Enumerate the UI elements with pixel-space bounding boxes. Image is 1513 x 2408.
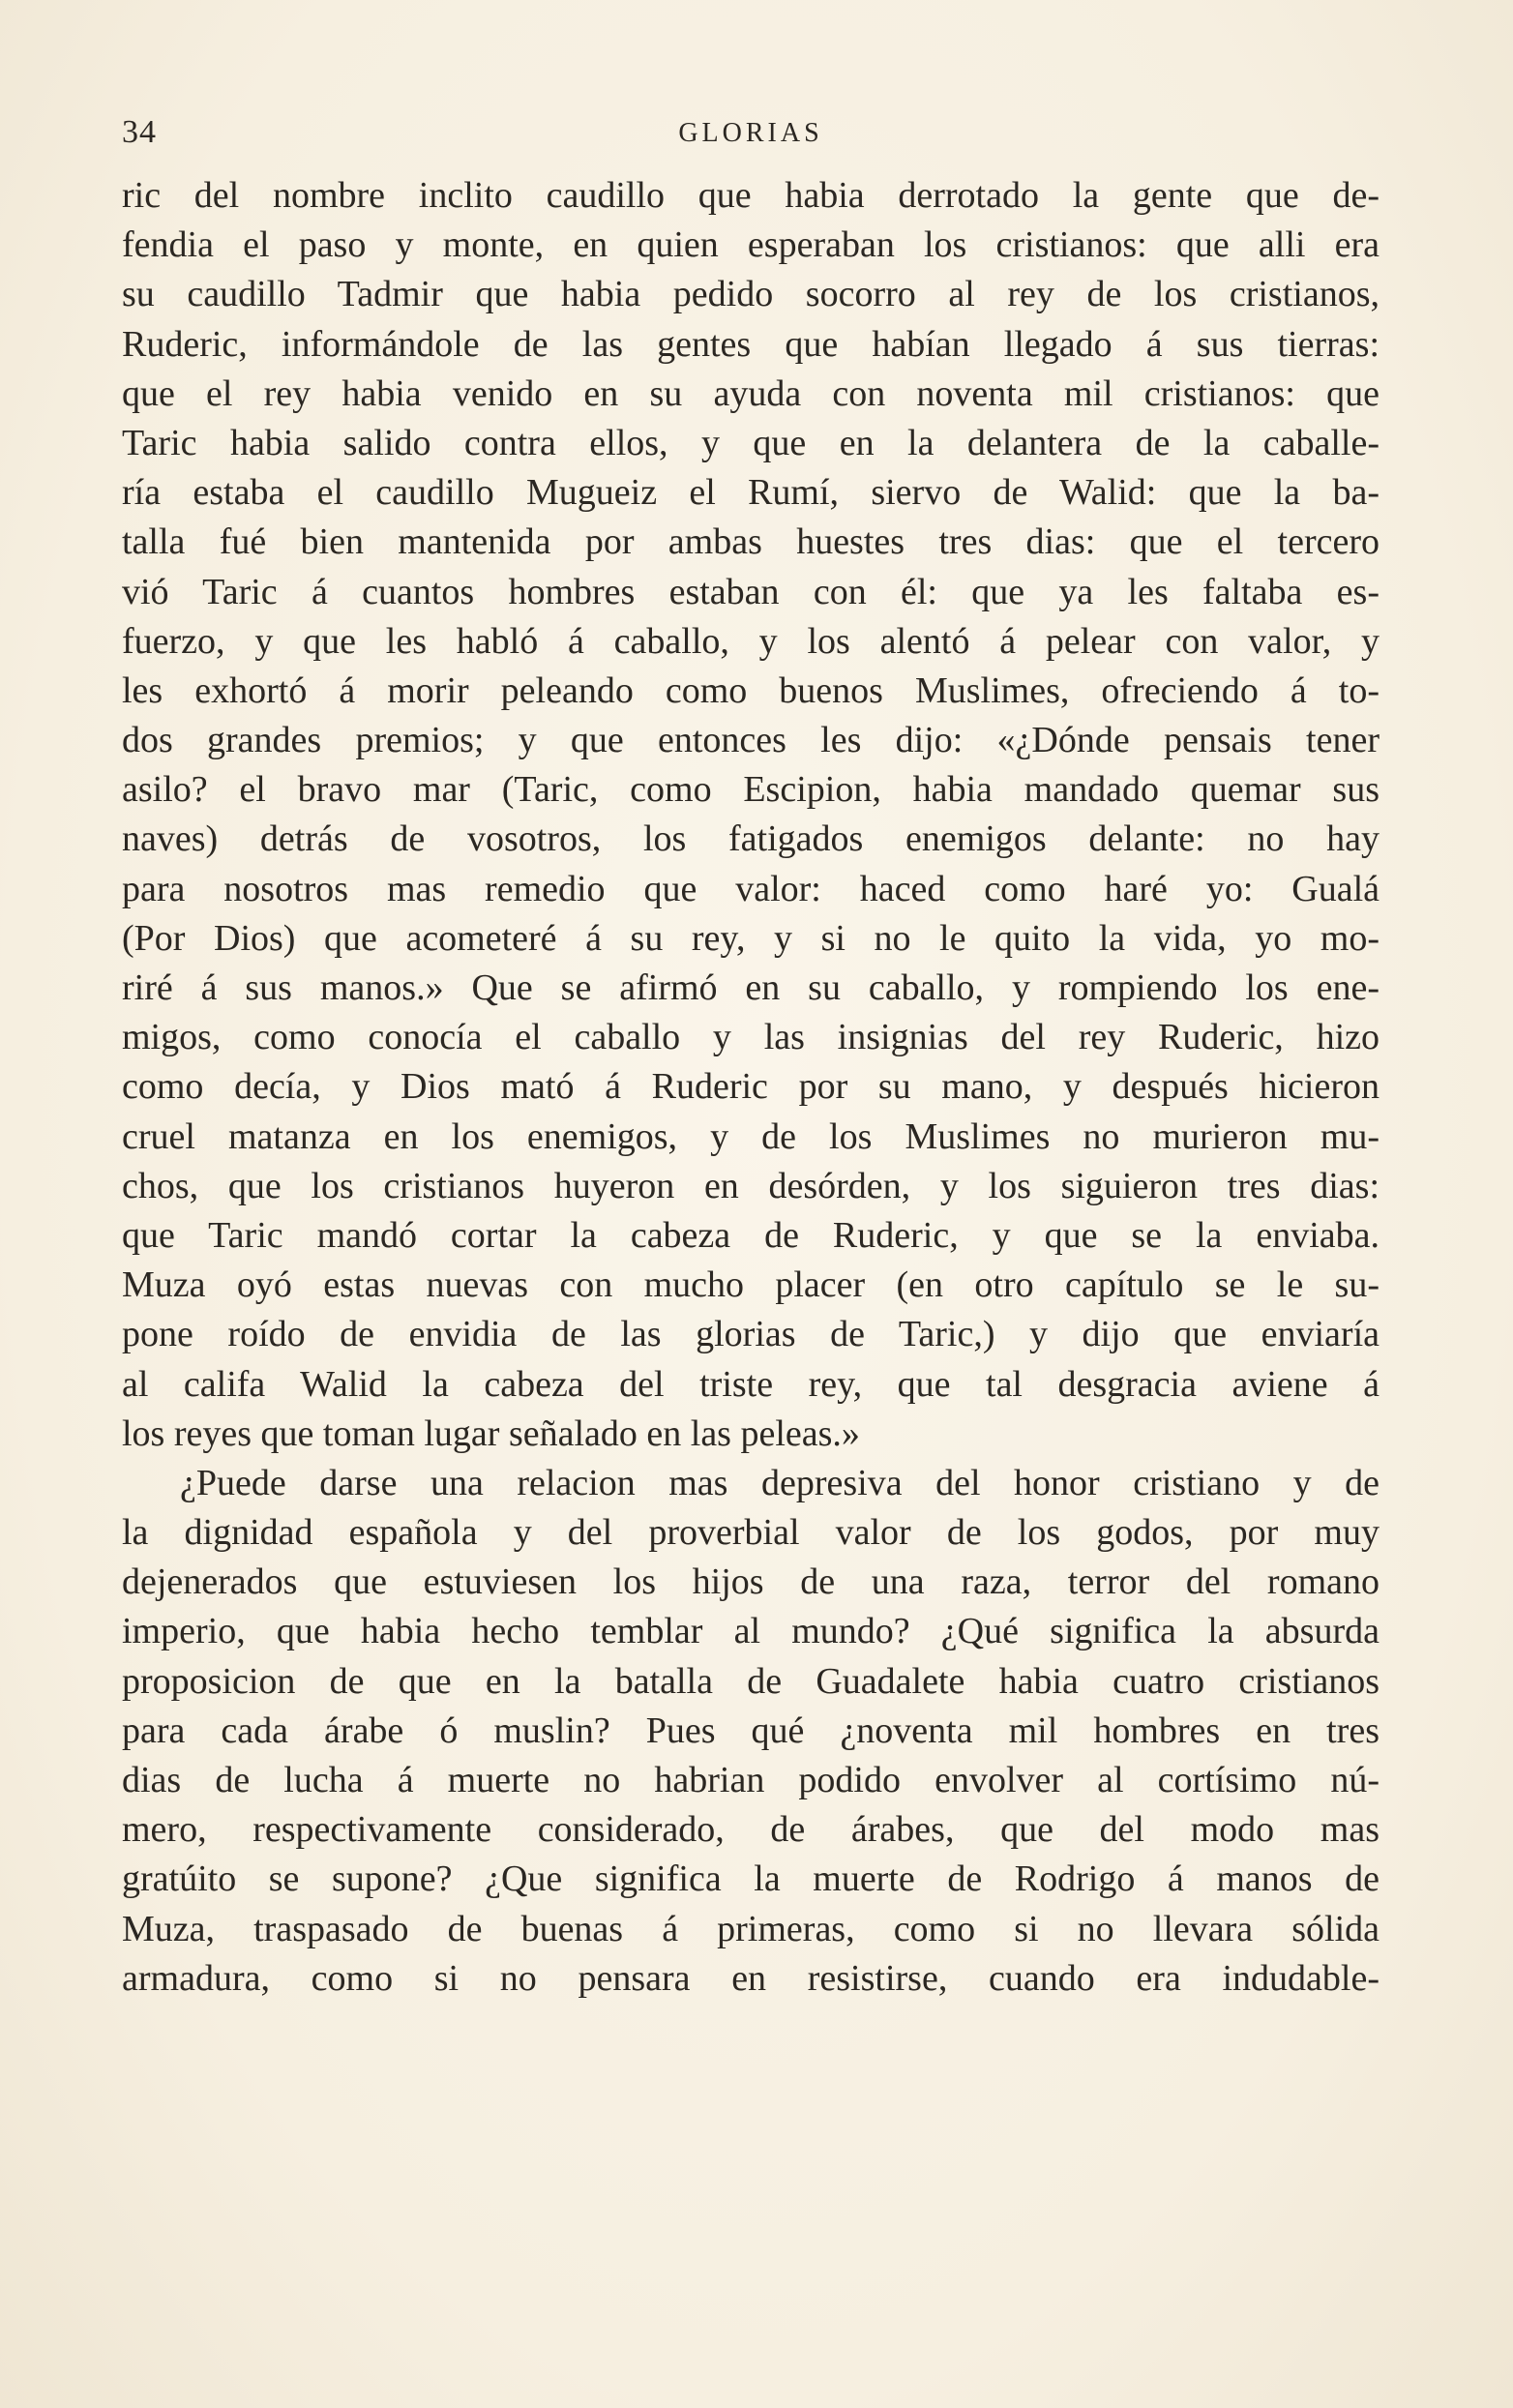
text-line: Muza oyó estas nuevas con mucho placer (en otro capítulo se le su- — [122, 1264, 1380, 1306]
text-line: ¿Puede darse una relacion mas depresiva del honor cristiano y de — [180, 1462, 1380, 1503]
text-line: migos, como conocía el caballo y las insignias del rey Ruderic, hizo — [122, 1017, 1380, 1058]
body-text — [122, 171, 1380, 2004]
text-line: proposicion de que en la batalla de Guadalete habia cuatro cristianos — [122, 1660, 1380, 1702]
text-line: su caudillo Tadmir que habia pedido socorro al rey de los cristianos, — [122, 274, 1380, 315]
text-line: que Taric mandó cortar la cabeza de Ruderic, y que se la enviaba. — [122, 1214, 1380, 1256]
text-line: dias de lucha á muerte no habrian podido envolver al cortísimo nú- — [122, 1760, 1380, 1800]
text-line: chos, que los cristianos huyeron en desórden, y los siguieron tres dias: — [122, 1165, 1380, 1206]
text-line: la dignidad española y del proverbial valor de los godos, por muy — [122, 1512, 1380, 1554]
text-line: pone roído de envidia de las glorias de Taric,) y dijo que enviaría — [122, 1314, 1380, 1355]
text-line: ría estaba el caudillo Mugueiz el Rumí, siervo de Walid: que la ba- — [122, 472, 1380, 514]
text-line: los reyes que toman lugar señalado en las peleas.» — [122, 1412, 860, 1454]
text-line: al califa Walid la cabeza del triste rey, que tal desgracia aviene á — [122, 1363, 1380, 1405]
text-line: asilo? el bravo mar (Taric, como Escipion, habia mandado quemar sus — [122, 769, 1380, 811]
text-line: les exhortó á morir peleando como buenos Muslimes, ofreciendo á to- — [122, 669, 1380, 711]
page-number: 34 — [122, 114, 157, 150]
running-title: GLORIAS — [678, 118, 823, 148]
text-line: para cada árabe ó muslin? Pues qué ¿noventa mil hombres en tres — [122, 1709, 1380, 1751]
text-line: mero, respectivamente considerado, de árabes, que del modo mas — [122, 1809, 1380, 1851]
text-line: ric del nombre inclito caudillo que habia derrotado la gente que de- — [122, 175, 1380, 216]
text-line: para nosotros mas remedio que valor: haced como haré yo: Gualá — [122, 868, 1380, 909]
text-line: Ruderic, informándole de las gentes que habían llegado á sus tierras: — [122, 323, 1380, 365]
text-line: dejenerados que estuviesen los hijos de una raza, terror del romano — [122, 1561, 1380, 1603]
text-line: talla fué bien mantenida por ambas huestes tres dias: que el tercero — [122, 521, 1380, 563]
text-line: gratúito se supone? ¿Que significa la muerte de Rodrigo á manos de — [122, 1858, 1380, 1900]
text-line: vió Taric á cuantos hombres estaban con él: que ya les faltaba es- — [122, 571, 1380, 612]
text-line: imperio, que habia hecho temblar al mundo? ¿Qué significa la absurda — [122, 1611, 1380, 1652]
running-head — [122, 114, 1380, 153]
text-line: Taric habia salido contra ellos, y que en la delantera de la caballe- — [122, 422, 1380, 463]
text-line: armadura, como si no pensara en resistirse, cuando era indudable- — [122, 1957, 1380, 1999]
text-line: fendia el paso y monte, en quien esperaban los cristianos: que alli era — [122, 224, 1380, 266]
text-line: dos grandes premios; y que entonces les dijo: «¿Dónde pensais tener — [122, 720, 1380, 761]
text-line: que el rey habia venido en su ayuda con noventa mil cristianos: que — [122, 372, 1380, 414]
text-line: Muza, traspasado de buenas á primeras, como si no llevara sólida — [122, 1908, 1380, 1949]
text-line: (Por Dios) que acometeré á su rey, y si no le quito la vida, yo mo- — [122, 917, 1380, 959]
text-line: riré á sus manos.» Que se afirmó en su caballo, y rompiendo los ene- — [122, 967, 1380, 1008]
text-line: como decía, y Dios mató á Ruderic por su mano, y después hicieron — [122, 1066, 1380, 1108]
text-line: cruel matanza en los enemigos, y de los Muslimes no murieron mu- — [122, 1115, 1380, 1157]
text-line: naves) detrás de vosotros, los fatigados enemigos delante: no hay — [122, 818, 1380, 860]
text-line: fuerzo, y que les habló á caballo, y los alentó á pelear con valor, y — [122, 620, 1380, 662]
